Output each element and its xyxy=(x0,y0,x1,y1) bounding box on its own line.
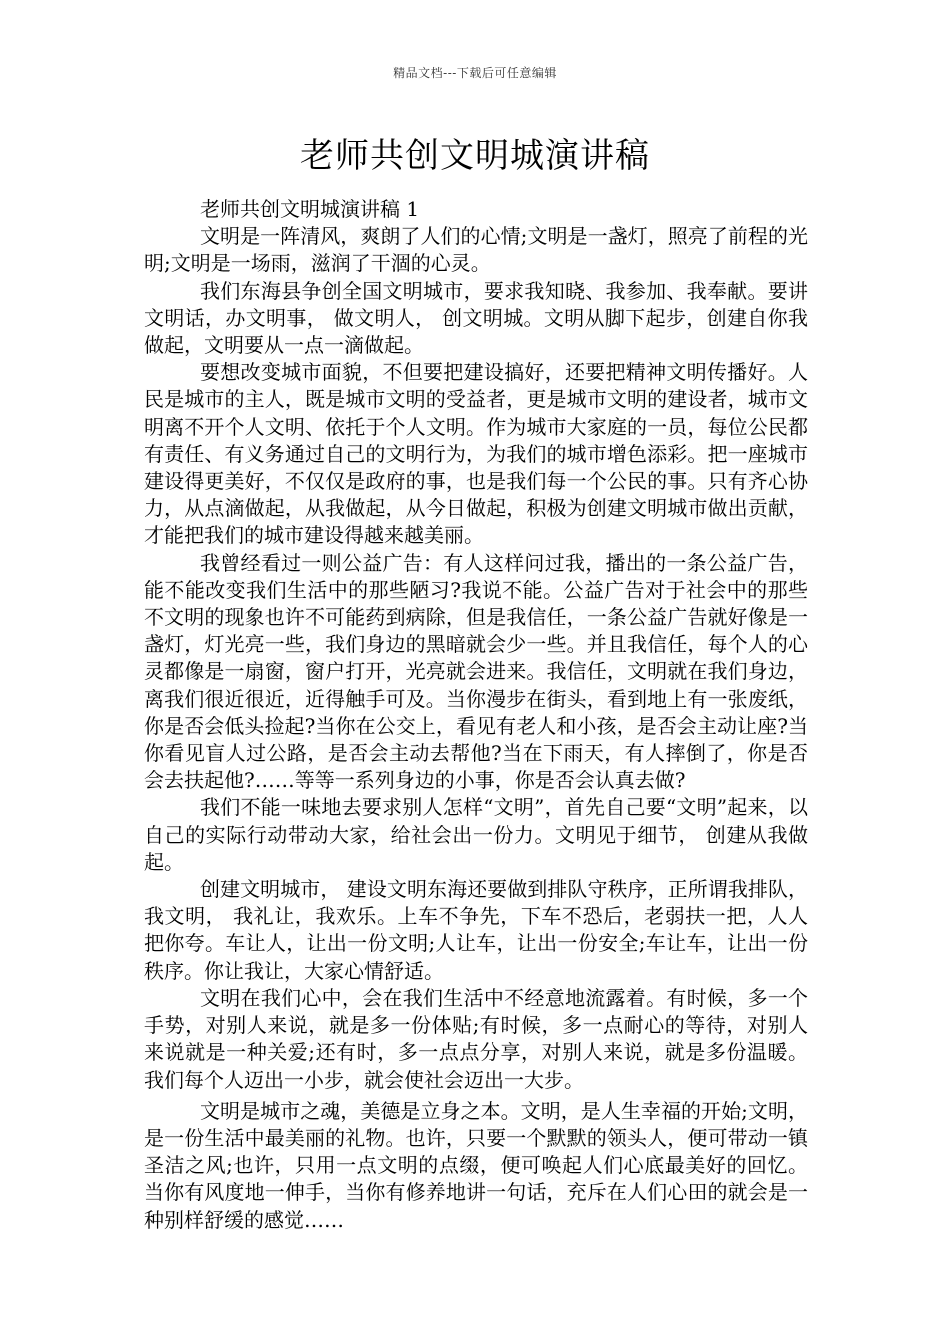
paragraph: 文明是城市之魂，美德是立身之本。文明，是人生幸福的开始;文明，是一份生活中最美丽的礼物。也许，只要一个默默的领头人，便可带动一镇圣洁之风;也许，只用一点文明的点缀，便可唤起人们心底最美好的回忆。当你有风度地一伸手，当你有修养地讲一句话，充斥在人们心田的就会是一种别样舒缓的感觉…… xyxy=(144,1098,808,1232)
paragraph: 文明在我们心中，会在我们生活中不经意地流露着。有时候，多一个手势，对别人来说，就是多一份体贴;有时候，多一点耐心的等待，对别人来说就是一种关爱;还有时，多一点点分享，对别人来说，就是多份温暖。我们每个人迈出一小步，就会使社会迈出一大步。 xyxy=(144,985,808,1092)
paragraph: 我曾经看过一则公益广告：有人这样问过我，播出的一条公益广告，能不能改变我们生活中的那些陋习?我说不能。公益广告对于社会中的那些不文明的现象也许不可能药到病除，但是我信任，一条公益广告就好像是一盏灯，灯光亮一些，我们身边的黑暗就会少一些。并且我信任，每个人的心灵都像是一扇窗，窗户打开，光亮就会进来。我信任，文明就在我们身边，离我们很近很近，近得触手可及。当你漫步在街头，看到地上有一张废纸，你是否会低头捡起?当你在公交上，看见有老人和小孩，是否会主动让座?当你看见盲人过公路，是否会主动去帮他?当在下雨天，有人摔倒了，你是否会去扶起他?……等等一系列身边的小事，你是否会认真去做? xyxy=(144,550,808,793)
paragraph: 文明是一阵清风，爽朗了人们的心情;文明是一盏灯，照亮了前程的光明;文明是一场雨，滋润了干涸的心灵。 xyxy=(144,224,808,276)
paragraph: 创建文明城市， 建设文明东海还要做到排队守秩序，正所谓我排队， 我文明， 我礼让，我欢乐。上车不争先，下车不恐后，老弱扶一把，人人把你夸。车让人，让出一份文明;人让车，让出一份安全;车让车，让出一份秩序。你让我让，大家心情舒适。 xyxy=(144,877,808,983)
header-note: 精品文档---下载后可任意编辑 xyxy=(393,66,557,80)
document-subtitle: 老师共创文明城演讲稿 1 xyxy=(200,197,420,221)
document-title: 老师共创文明城演讲稿 xyxy=(300,136,650,176)
paragraph: 要想改变城市面貌，不但要把建设搞好，还要把精神文明传播好。人民是城市的主人，既是城市文明的受益者，更是城市文明的建设者，城市文明离不开个人文明、依托于个人文明。作为城市大家庭的一员，每位公民都有责任、有义务通过自己的文明行为，为我们的城市增色添彩。把一座城市建设得更美好，不仅仅是政府的事，也是我们每一个公民的事。只有齐心协力，从点滴做起，从我做起，从今日做起，积极为创建文明城市做出贡献，才能把我们的城市建设得越来越美丽。 xyxy=(144,360,808,548)
paragraph: 我们不能一味地去要求别人怎样“文明”，首先自己要“文明”起来，以自己的实际行动带动大家，给社会出一份力。文明见于细节， 创建从我做起。 xyxy=(144,795,808,874)
document-body xyxy=(144,196,808,1234)
paragraph: 我们东海县争创全国文明城市，要求我知晓、我参加、我奉献。要讲文明话，办文明事， 做文明人， 创文明城。文明从脚下起步，创建自你我做起，文明要从一点一滴做起。 xyxy=(144,278,808,358)
